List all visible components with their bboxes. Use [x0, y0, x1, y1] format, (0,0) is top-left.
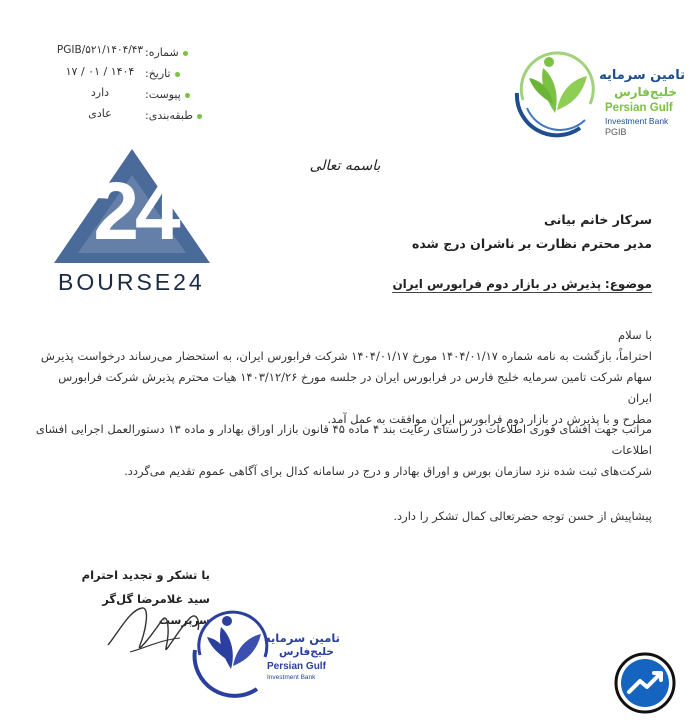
closing-line: پیشاپیش از حسن توجه حضرتعالی کمال تشکر را دارد.	[393, 509, 652, 523]
stamp-fa-line2: خلیج‌فارس	[278, 646, 334, 658]
leaf-logo-icon	[505, 38, 605, 138]
subject-label: موضوع:	[604, 277, 652, 291]
recipient-title: مدیر محترم نظارت بر ناشران درج شده	[411, 236, 652, 251]
stamp-fa-line1: تامین سرمایه	[264, 631, 340, 645]
body-line: شرکت‌های ثبت شده نزد سازمان بورس و اوراق بهادار و درج در سامانه کدال برای آگاهی عموم تقدیم می‌گردد.	[124, 464, 652, 478]
company-logo	[505, 38, 685, 138]
letter-date-label: تاریخ:	[145, 67, 180, 80]
signature-position: سرپرست	[158, 614, 210, 627]
bullet-icon	[197, 114, 202, 119]
subject-line	[392, 277, 652, 293]
body-line: احتراماً، بازگشت به نامه شماره ۱۴۰۴/۰۱/۱۷ مورخ ۱۴۰۴/۰۱/۱۷ شرکت فرابورس ایران، به استحضار می‌رساند درخواست پذیرش	[40, 349, 652, 363]
logo-en-line2: Investment Bank	[605, 116, 669, 126]
bullet-icon	[185, 93, 190, 98]
stamp-en-line1: Persian Gulf	[267, 661, 326, 672]
signature-name: سید غلامرضا گل‌گر	[102, 592, 210, 606]
stamp-en-line2: Investment Bank	[267, 674, 316, 681]
letter-attachment-value: دارد	[90, 86, 110, 99]
body-paragraph-1	[32, 346, 652, 430]
company-stamp	[185, 595, 340, 705]
letter-date-value: ۱۴۰۴ / ۰۱ / ۱۷	[65, 65, 135, 78]
logo-fa-line1: تامین سرمایه	[599, 68, 685, 83]
letter-meta	[40, 42, 210, 122]
subject-text: پذیرش در بازار دوم فرابورس ایران	[392, 277, 602, 291]
bullet-icon	[175, 72, 180, 77]
greeting: با سلام	[618, 328, 652, 342]
trend-badge-icon	[614, 652, 676, 714]
body-line: مراتب جهت افشای فوری اطلاعات در راستای رعایت بند ۴ ماده ۴۵ قانون بازار اوراق بهادار و ماده ۱۳ دستورالعمل اجرایی افشای اطلاعات	[35, 422, 652, 457]
letter-attachment-label: پیوست:	[145, 88, 190, 101]
letter-number-value: PGIB/۵۲۱/۱۴۰۴/۴۳	[56, 44, 144, 56]
body-paragraph-2	[32, 419, 652, 482]
body-line: سهام شرکت تامین سرمایه خلیج فارس در فرابورس ایران در جلسه مورخ ۱۴۰۳/۱۲/۲۶ هیات محترم پذیرش شرکت فرابورس ایران	[58, 370, 652, 405]
bourse24-number: 24	[93, 166, 177, 257]
logo-abbr: PGIB	[605, 127, 627, 137]
logo-en-line1: Persian Gulf	[605, 102, 673, 114]
invocation: باسمه تعالی	[309, 158, 381, 174]
bullet-icon	[183, 51, 188, 56]
bourse24-brand: BOURSE24	[58, 269, 205, 295]
recipient-name: سرکار خانم بیانی	[544, 212, 652, 227]
body-line: مطرح و با پذیرش در بازار دوم فرابورس ایران موافقت به عمل آمد.	[327, 412, 652, 426]
letter-classification-label: طبقه‌بندی:	[145, 109, 202, 122]
logo-fa-line2: خلیج‌فارس	[614, 85, 677, 99]
letter-classification-value: عادی	[88, 107, 112, 120]
signature-regards: با تشکر و تجدید احترام	[81, 568, 210, 582]
letter-number-label: شماره:	[145, 46, 188, 59]
stamp-logo-icon	[185, 595, 280, 700]
bourse24-watermark	[50, 145, 215, 295]
